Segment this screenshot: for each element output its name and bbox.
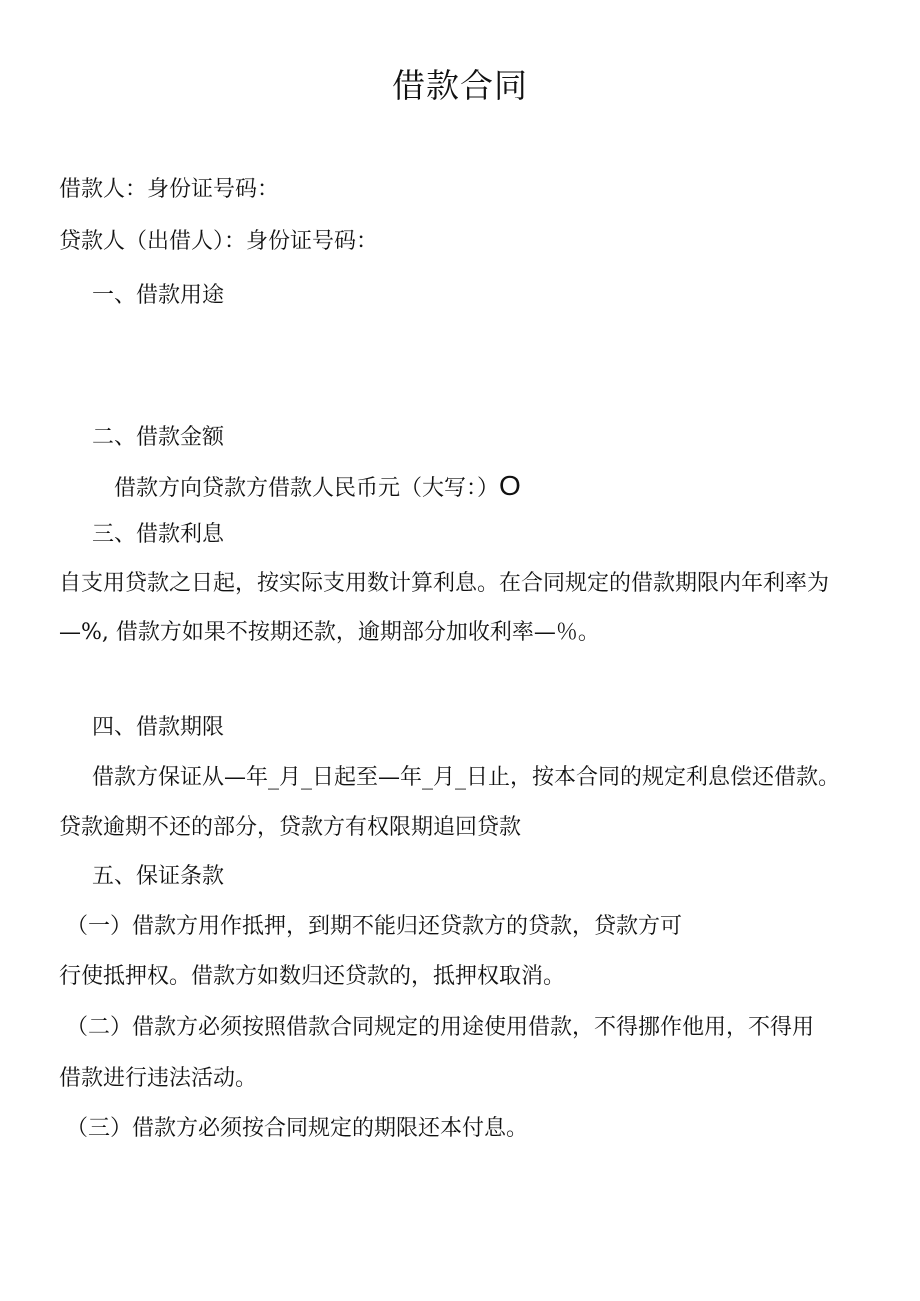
- guarantee-clause-1-line-2: 行使抵押权。借款方如数归还贷款的，抵押权取消。: [59, 964, 566, 989]
- term-line-1: 借款方保证从—年_月_日起至—年_月_日止，按本合同的规定利息偿还借款。: [92, 765, 841, 790]
- guarantee-clause-3-line-1: （三）借款方必须按合同规定的期限还本付息。: [66, 1116, 529, 1141]
- section-5-heading: 五、保证条款: [92, 864, 225, 889]
- section-4-heading: 四、借款期限: [92, 715, 225, 740]
- section-2-heading: 二、借款金额: [92, 425, 225, 450]
- borrower-id-line: 借款人：身份证号码：: [59, 177, 280, 202]
- guarantee-clause-2-line-1: （二）借款方必须按照借款合同规定的用途使用借款，不得挪作他用，不得用: [66, 1015, 815, 1040]
- guarantee-clause-2-line-2: 借款进行违法活动。: [59, 1066, 258, 1091]
- lender-id-line: 贷款人（出借人）：身份证号码：: [59, 229, 379, 254]
- loan-amount-text: 借款方向贷款方借款人民币元（大写：）: [114, 476, 500, 501]
- guarantee-clause-1-line-1: （一）借款方用作抵押，到期不能归还贷款方的贷款，贷款方可: [66, 914, 683, 939]
- term-line-2: 贷款逾期不还的部分，贷款方有权限期追回贷款: [59, 815, 522, 840]
- interest-line-2: —%, 借款方如果不按期还款，逾期部分加收利率—％。: [59, 620, 600, 645]
- document-title: 借款合同: [392, 66, 528, 105]
- section-1-heading: 一、借款用途: [92, 283, 225, 308]
- loan-amount-line: [114, 471, 521, 504]
- section-3-heading: 三、借款利息: [92, 522, 225, 547]
- loan-amount-end-mark: O: [499, 470, 521, 501]
- interest-line-1: 自支用贷款之日起，按实际支用数计算利息。在合同规定的借款期限内年利率为: [59, 571, 830, 596]
